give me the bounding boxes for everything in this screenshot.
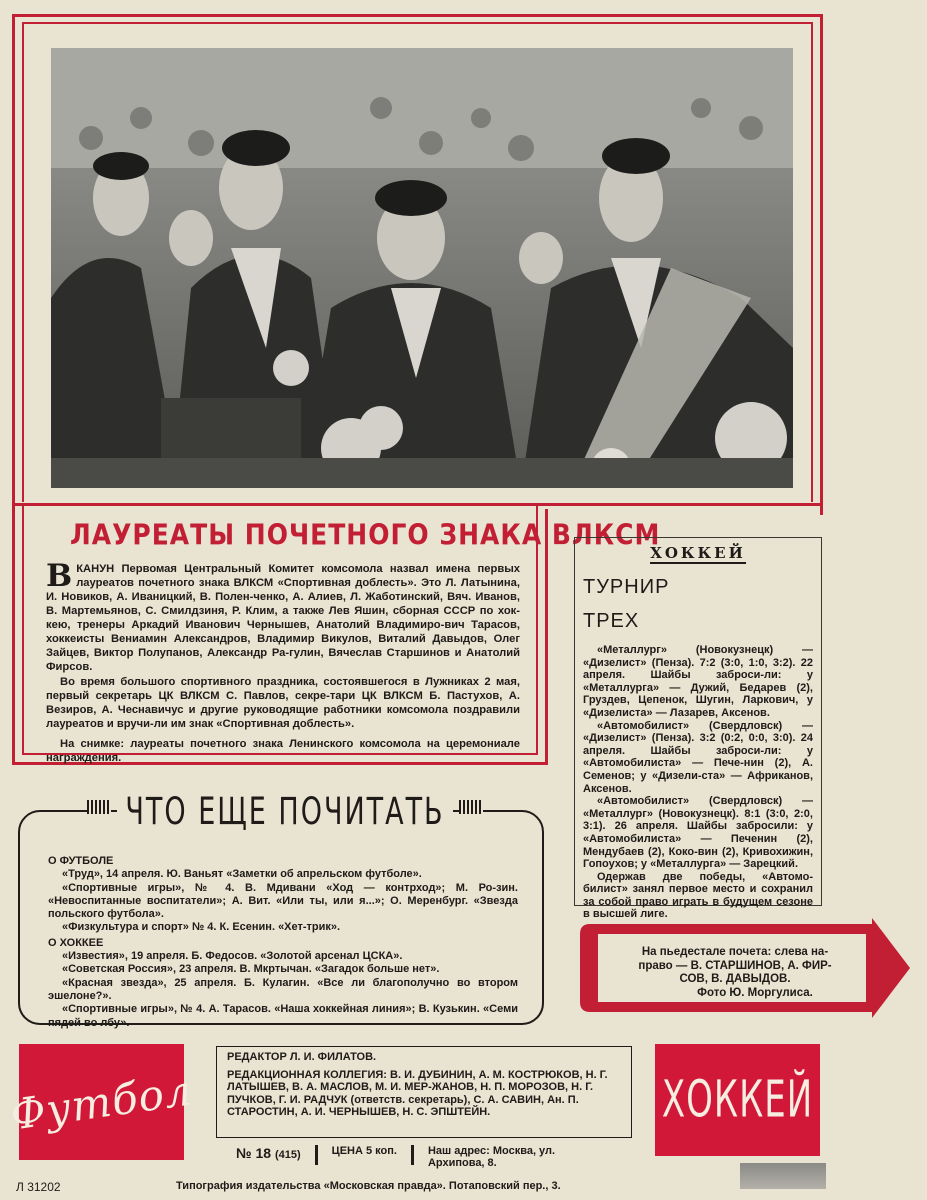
football-logo-text: Футбол <box>7 1065 196 1139</box>
footer-tab <box>740 1163 826 1189</box>
photo-caption-line3: СОВ, В. ДАВЫДОВ. <box>679 973 791 985</box>
editor-line: РЕДАКТОР Л. И. ФИЛАТОВ. <box>227 1051 377 1063</box>
footer-printer: Типография издательства «Московская правда». Потаповский пер., 3. <box>176 1180 561 1192</box>
feature-paragraph-1-text: КАНУН Первомая Центральный Комитет комсомола назвал имена первых лауреатов почетного знака ВЛКСМ «Спортивная доблесть». Это Л. Латынина, И. Новиков, А. Иваницкий, В. Полен-ченко, А. Алиев, Л. Жаботинский, Вяч. Иванов, В. Мартемьянов, С. Смилдзиня, Р. Клим, а также Лев Яшин, сборная СССР по хок-кею, тренеры Аркадий Иванович Чернышев, Анатолий Владимиро-вич Тарасов, хоккеисты Вениамин Александров, Владимир Викулов, Виталий Давыдов, Олег Зайцев, Виктор Полупанов, Александр Ра-гулин, Вячеслав Старшинов и Анатолий Фирсов. <box>46 563 520 673</box>
issue-row <box>236 1145 636 1169</box>
feature-paragraph-2: Во время большого спортивного праздника, состоявшегося в Лужниках 2 мая, первый секретарь ЦК ВЛКСМ С. Павлов, секре-тари ЦК ВЛКСМ Б. Пастухов, А. Везиров, А. Чеснавичус и другие руководящие работники комсомола поздравили лауреатов и вручи-ли им знак «Спортивная доблесть». <box>46 676 520 730</box>
football-item-2: «Спортивные игры», № 4. В. Мдивани «Ход — контрход»; М. Ро-зин. «Невоспитанные воспитатели»; А. Вит. «Или ты, или я...»; О. Меренбург. «Звезда польского футбола». <box>48 881 518 921</box>
address: Наш адрес: Москва, ул. Архипова, 8. <box>427 1145 556 1169</box>
reading-title: ЧТО ЕЩЕ ПОЧИТАТЬ <box>117 790 452 834</box>
photo-caption-line2: право — В. СТАРШИНОВ, А. ФИР- <box>638 959 832 972</box>
editorial-box <box>216 1046 632 1138</box>
feature-body <box>46 558 520 766</box>
footer-code: Л 31202 <box>16 1180 61 1194</box>
hockey-summary: Одержав две победы, «Автомо-билист» занял первое место и сохранил за собой право играть в будущем сезоне в высшей лиге. <box>583 870 813 921</box>
hockey-section-head: О ХОККЕЕ <box>48 936 104 949</box>
hockey-title-line2: ТРЕХ <box>583 610 640 632</box>
hockey-item-4: «Спортивные игры», № 4. А. Тарасов. «Наша хоккейная линия»; В. Кузькин. «Семи пядей во лбу». <box>48 1003 518 1029</box>
photo-credit: Фото Ю. Моргулиса. <box>697 986 813 999</box>
football-item-1: «Труд», 14 апреля. Ю. Ваньят «Заметки об апрельском футболе». <box>62 868 422 881</box>
title-ornament-right <box>459 800 483 814</box>
feature-frame-corner <box>538 503 823 515</box>
hockey-logo-text: ХОККЕЙ <box>661 1070 814 1130</box>
board-label: РЕДАКЦИОННАЯ КОЛЛЕГИЯ: <box>227 1068 387 1081</box>
feature-title: ЛАУРЕАТЫ ПОЧЕТНОГО ЗНАКА ВЛКСМ <box>70 518 661 552</box>
photo-caption-main: На снимке: лауреаты почетного знака Ленинского комсомола на церемониале награждения. <box>46 738 520 764</box>
ceremony-photo <box>51 48 793 488</box>
issue-number-text: № 18 <box>236 1145 272 1161</box>
issue-divider-1 <box>315 1145 318 1165</box>
reading-title-row <box>87 787 482 834</box>
football-logo <box>7 1044 196 1160</box>
board-line <box>227 1069 621 1119</box>
title-ornament-left <box>87 800 111 814</box>
hockey-item-3: «Красная звезда», 25 апреля. Б. Кулагин. «Все ли благополучно во втором эшелоне?». <box>48 976 518 1002</box>
price: ЦЕНА 5 коп. <box>331 1145 397 1157</box>
dropcap: В <box>46 558 73 594</box>
reading-list <box>48 853 518 1030</box>
football-item-3: «Физкультура и спорт» № 4. К. Есенин. «Хет-трик». <box>62 921 341 934</box>
football-section-head: О ФУТБОЛЕ <box>48 855 114 867</box>
photo-caption-box <box>604 946 866 1000</box>
hockey-item-2: «Советская Россия», 23 апреля. В. Мкртычан. «Загадок больше нет». <box>62 963 440 976</box>
hockey-match-2: «Автомобилист» (Свердловск) — «Дизелист» (Пенза). 3:2 (0:2, 0:0, 3:0). 24 апреля. Шайбы заброси-ли: у «Автомобилиста» — Пече-нин (2), А. Семенов; у «Дизели-ста» — Африканов, Аксенов. <box>583 719 813 795</box>
hockey-match-1: «Металлург» (Новокузнецк) — «Дизелист» (Пенза). 7:2 (3:0, 1:0, 3:2). 22 апреля. Шайбы заброси-ли: у «Металлурга» — Дужий, Бедарев (2), Груздев, Цепенок, Шугин, Ларкович, у «Дизелиста» — Лазарев, Аксенов. <box>583 644 813 719</box>
photo-caption-line1: На пьедестале почета: слева на- <box>641 946 829 958</box>
hockey-sidebar <box>574 537 822 921</box>
hockey-rubric-wrap <box>650 544 746 564</box>
hockey-logo <box>655 1044 820 1156</box>
reading-title-wrap <box>100 787 470 834</box>
hockey-match-3: «Автомобилист» (Свердловск) — «Металлург» (Новокузнецк). 8:1 (3:0, 2:0, 3:1). 26 апреля. Шайбы забросили: у «Автомобилиста» — Печенин (2), Мендубаев (2), Коко-вин (2), Кривохижин, Гопоухов; у «Металлурга» — Зарецкий. <box>583 795 813 871</box>
issue-number <box>236 1145 301 1161</box>
feature-title-wrap <box>70 518 661 552</box>
board-members: В. И. ДУБИНИН, А. М. КОСТРЮКОВ, Н. Г. ЛАТЫШЕВ, В. А. МАСЛОВ, М. И. МЕР-ЖАНОВ, Н. П. МОРОЗОВ, Н. Г. ПУЧКОВ, Г. И. РАДЧУК (ответств. секретарь), С. А. САВИН, Ан. П. СТАРОСТИН, А. И. ЧЕРНЫШЕВ, Н. С. ЭПШТЕЙН. <box>227 1068 608 1118</box>
hockey-rubric: ХОККЕЙ <box>650 544 746 562</box>
feature-paragraph-1 <box>46 558 520 674</box>
hockey-title-line1: ТУРНИР <box>583 576 670 598</box>
issue-total: (415) <box>274 1149 301 1161</box>
hockey-item-1: «Известия», 19 апреля. Б. Федосов. «Золотой арсенал ЦСКА». <box>62 950 403 963</box>
issue-divider-2 <box>411 1145 414 1165</box>
